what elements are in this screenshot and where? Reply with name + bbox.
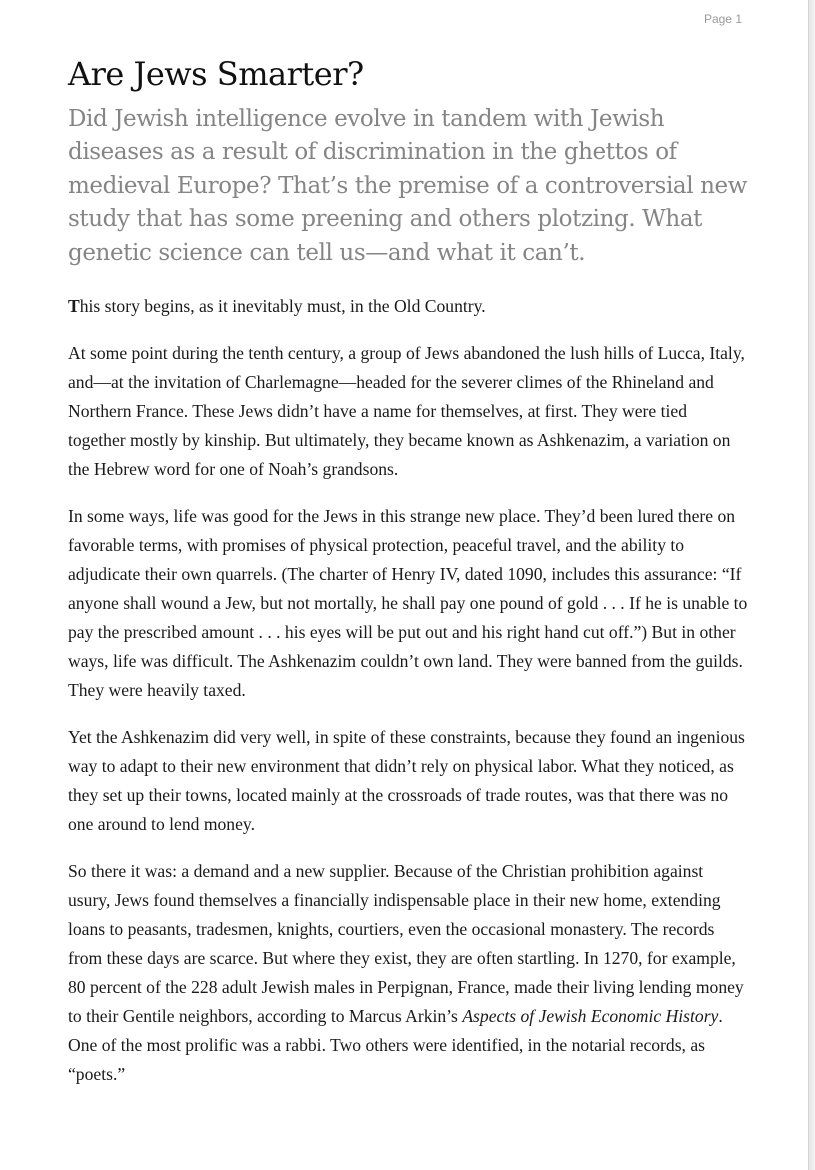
article-content [68, 54, 748, 1089]
article-title: Are Jews Smarter? [68, 55, 364, 93]
paragraph-text: So there it was: a demand and a new supplier. Because of the Christian prohibition against usury, Jews found themselves a financially indispensable place in their new home, extending loans to peasants, tradesmen, knights, courtiers, even the occasional monastery. The records from these days are scarce. But where they exist, they are often startling. In 1270, for example, 80 percent of the 228 adult Jewish males in Perpignan, France, made their living lending money to their Gentile neighbors, according to Marcus Arkin’s [68, 861, 744, 1027]
body-paragraph-5 [68, 857, 748, 1089]
body-paragraph-4: Yet the Ashkenazim did very well, in spite of these constraints, because they found an ingenious way to adapt to their new environment that didn’t rely on physical labor. What they noticed, as they set up their towns, located mainly at the crossroads of trade routes, was that there was no one around to lend money. [68, 727, 745, 835]
book-title: Aspects of Jewish Economic History [462, 1006, 719, 1027]
paragraph-text: . One of the most prolific was a rabbi. Two others were identified, in the notarial records, as “poets.” [68, 1006, 723, 1085]
page-edge-shadow [808, 0, 815, 1170]
article-dek: Did Jewish intelligence evolve in tandem with Jewish diseases as a result of discrimination in the ghettos of medieval Europe? That’s the premise of a controversial new study that has some preening and others plotzing. What genetic science can tell us—and what it can’t. [68, 106, 748, 266]
body-paragraph-1 [68, 292, 748, 321]
initial-letter: T [68, 296, 80, 317]
body-paragraph-2: At some point during the tenth century, a group of Jews abandoned the lush hills of Lucca, Italy, and—at the invitation of Charlemagne—headed for the severer climes of the Rhineland and Northern France. These Jews didn’t have a name for themselves, at first. They were tied together mostly by kinship. But ultimately, they became known as Ashkenazim, a variation on the Hebrew word for one of Noah’s grandsons. [68, 343, 745, 480]
paragraph-text: his story begins, as it inevitably must, in the Old Country. [79, 296, 486, 317]
page-number-label: Page 1 [703, 12, 742, 26]
body-paragraph-3: In some ways, life was good for the Jews in this strange new place. They’d been lured there on favorable terms, with promises of physical protection, peaceful travel, and the ability to adjudicate their own quarrels. (The charter of Henry IV, dated 1090, includes this assurance: “If anyone shall wound a Jew, but not mortally, he shall pay one pound of gold . . . If he is unable to pay the prescribed amount . . . his eyes will be put out and his right hand cut off.”) But in other ways, life was difficult. The Ashkenazim couldn’t own land. They were banned from the guilds. They were heavily taxed. [68, 506, 748, 701]
